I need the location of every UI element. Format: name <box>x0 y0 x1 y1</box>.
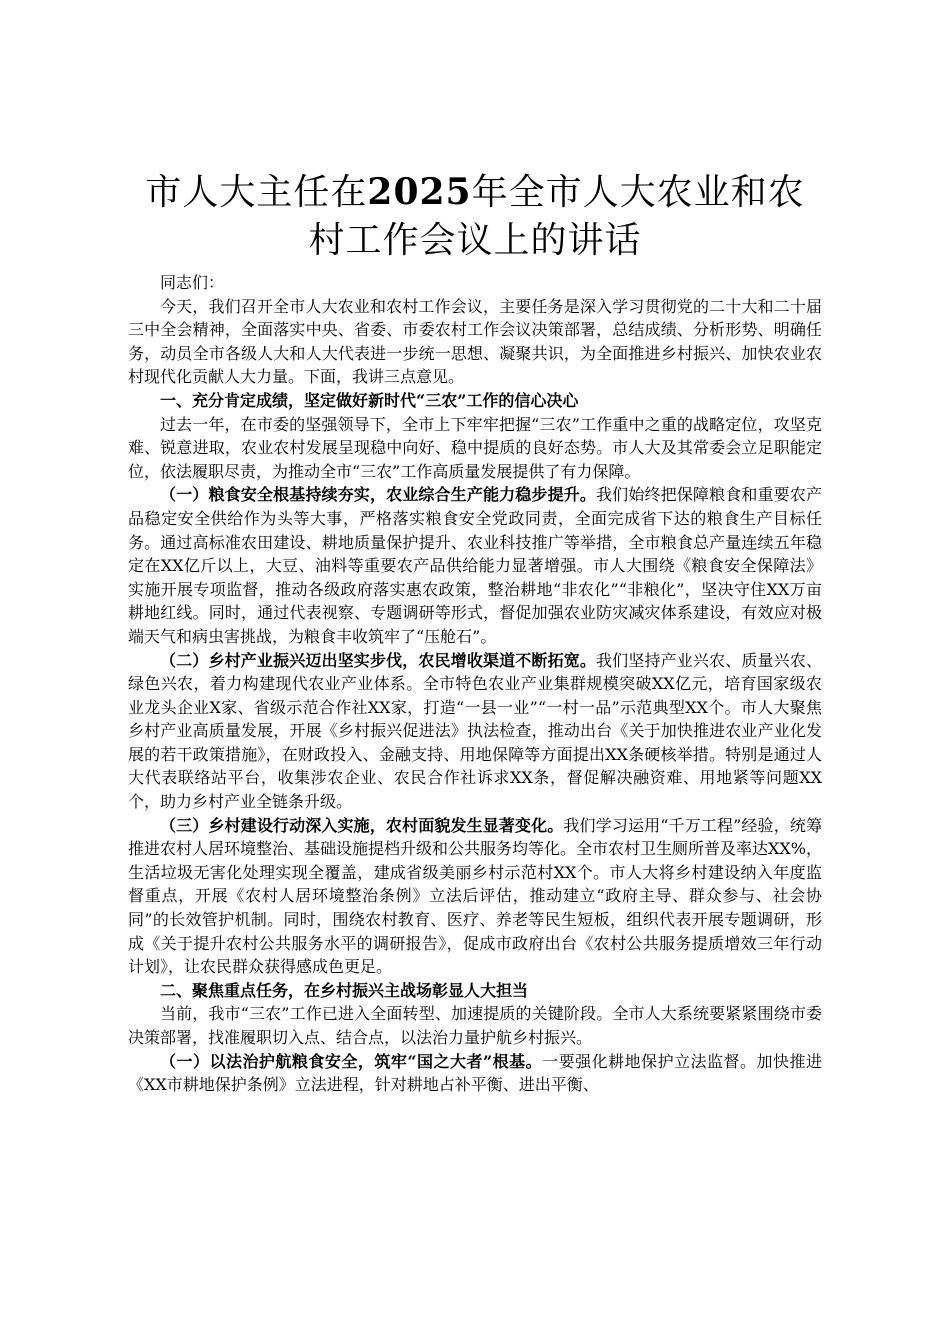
section2-item1-text: 一要强化耕地保护立法监督。加快推进《XX市耕地保护条例》立法进程，针对耕地占补平衡、进出平衡、 <box>128 1051 822 1095</box>
section1-item2 <box>128 649 822 814</box>
section1-heading: 一、充分肯定成绩，坚定做好新时代“三农”工作的信心决心 <box>160 390 579 410</box>
section1-item3 <box>128 814 822 979</box>
section1-overview: 过去一年，在市委的坚强领导下，全市上下牢牢把握“三农”工作重中之重的战略定位，攻坚克难、锐意进取，农业农村发展呈现稳中向好、稳中提质的良好态势。市人大及其常委会立足职能定位，依法履职尽责，为推动全市“三农”工作高质量发展提供了有力保障。 <box>128 414 822 481</box>
section1-item3-lead: （三）乡村建设行动深入实施，农村面貌发生显著变化。 <box>160 815 564 835</box>
section2-overview: 当前，我市“三农”工作已进入全面转型、加速提质的关键阶段。全市人大系统要紧紧围绕市委决策部署，找准履职切入点、结合点，以法治力量护航乡村振兴。 <box>128 1004 822 1047</box>
section2-item1 <box>128 1050 822 1097</box>
section1-item1 <box>128 483 822 648</box>
section2-heading: 二、聚焦重点任务，在乡村振兴主战场彰显人大担当 <box>160 980 529 1000</box>
section2-item1-lead: （一）以法治护航粮食安全，筑牢“国之大者”根基。 <box>160 1051 543 1071</box>
title-part2: 年全市人大农业和农村工作会议上的讲话 <box>308 172 805 261</box>
section1-item2-lead: （二）乡村产业振兴迈出坚实步伐，农民增收渠道不断拓宽。 <box>160 650 597 670</box>
section1-item3-text: 我们学习运用“千万工程”经验，统筹推进农村人居环境整治、基础设施提档升级和公共服务均等化。全市农村卫生厕所普及率达XX%，生活垃圾无害化处理实现全覆盖，建成省级美丽乡村示范村XX个。市人大将乡村建设纳入年度监督重点，开展《农村人居环境整治条例》立法后评估，推动建立“政府主导、群众参与、社会协同”的长效管护机制。同时，围绕农村教育、医疗、养老等民生短板，组织代表开展专题调研，形成《关于提升农村公共服务水平的调研报告》，促成市政府出台《农村公共服务提质增效三年行动计划》，让农民群众获得感成色更足。 <box>128 815 822 977</box>
greeting: 同志们： <box>160 273 225 292</box>
intro-paragraph: 今天，我们召开全市人大农业和农村工作会议，主要任务是深入学习贯彻党的二十大和二十届三中全会精神，全面落实中央、省委、市委农村工作会议决策部署，总结成绩、分析形势、明确任务，动员全市各级人大和人大代表进一步统一思想、凝聚共识，为全面推进乡村振兴、加快农业农村现代化贡献人大力量。下面，我讲三点意见。 <box>128 296 822 387</box>
section1-item2-text: 我们坚持产业兴农、质量兴农、绿色兴农，着力构建现代农业产业体系。全市特色农业产业集群规模突破XX亿元，培育国家级农业龙头企业X家、省级示范合作社XX家，打造“一县一业”“一村一品”示范典型XX个。市人大聚焦乡村产业高质量发展，开展《乡村振兴促进法》执法检查，推动出台《关于加快推进农业产业化发展的若干政策措施》，在财政投入、金融支持、用地保障等方面提出XX条硬核举措。特别是通过人大代表联络站平台，收集涉农企业、农民合作社诉求XX条，督促解决融资难、用地紧等问题XX个，助力乡村产业全链条升级。 <box>128 650 822 812</box>
document-body <box>128 271 822 1097</box>
section1-item1-text: 我们始终把保障粮食和重要农产品稳定安全供给作为头等大事，严格落实粮食安全党政同责，全面完成省下达的粮食生产目标任务。通过高标准农田建设、耕地质量保护提升、农业科技推广等举措，全市粮食总产量连续五年稳定在XX亿斤以上，大豆、油料等重要农产品供给能力显著增强。市人大围绕《粮食安全保障法》实施开展专项监督，推动各级政府落实惠农政策，整治耕地“非农化”“非粮化”，坚决守住XX万亩耕地红线。同时，通过代表视察、专题调研等形式，督促加强农业防灾减灾体系建设，有效应对极端天气和病虫害挑战，为粮食丰收筑牢了“压舱石”。 <box>128 485 822 646</box>
title-year: 2025 <box>367 171 472 213</box>
section1-item1-lead: （一）粮食安全根基持续夯实，农业综合生产能力稳步提升。 <box>160 485 597 505</box>
document-title <box>128 168 822 265</box>
title-part1: 市人大主任在 <box>145 172 368 213</box>
